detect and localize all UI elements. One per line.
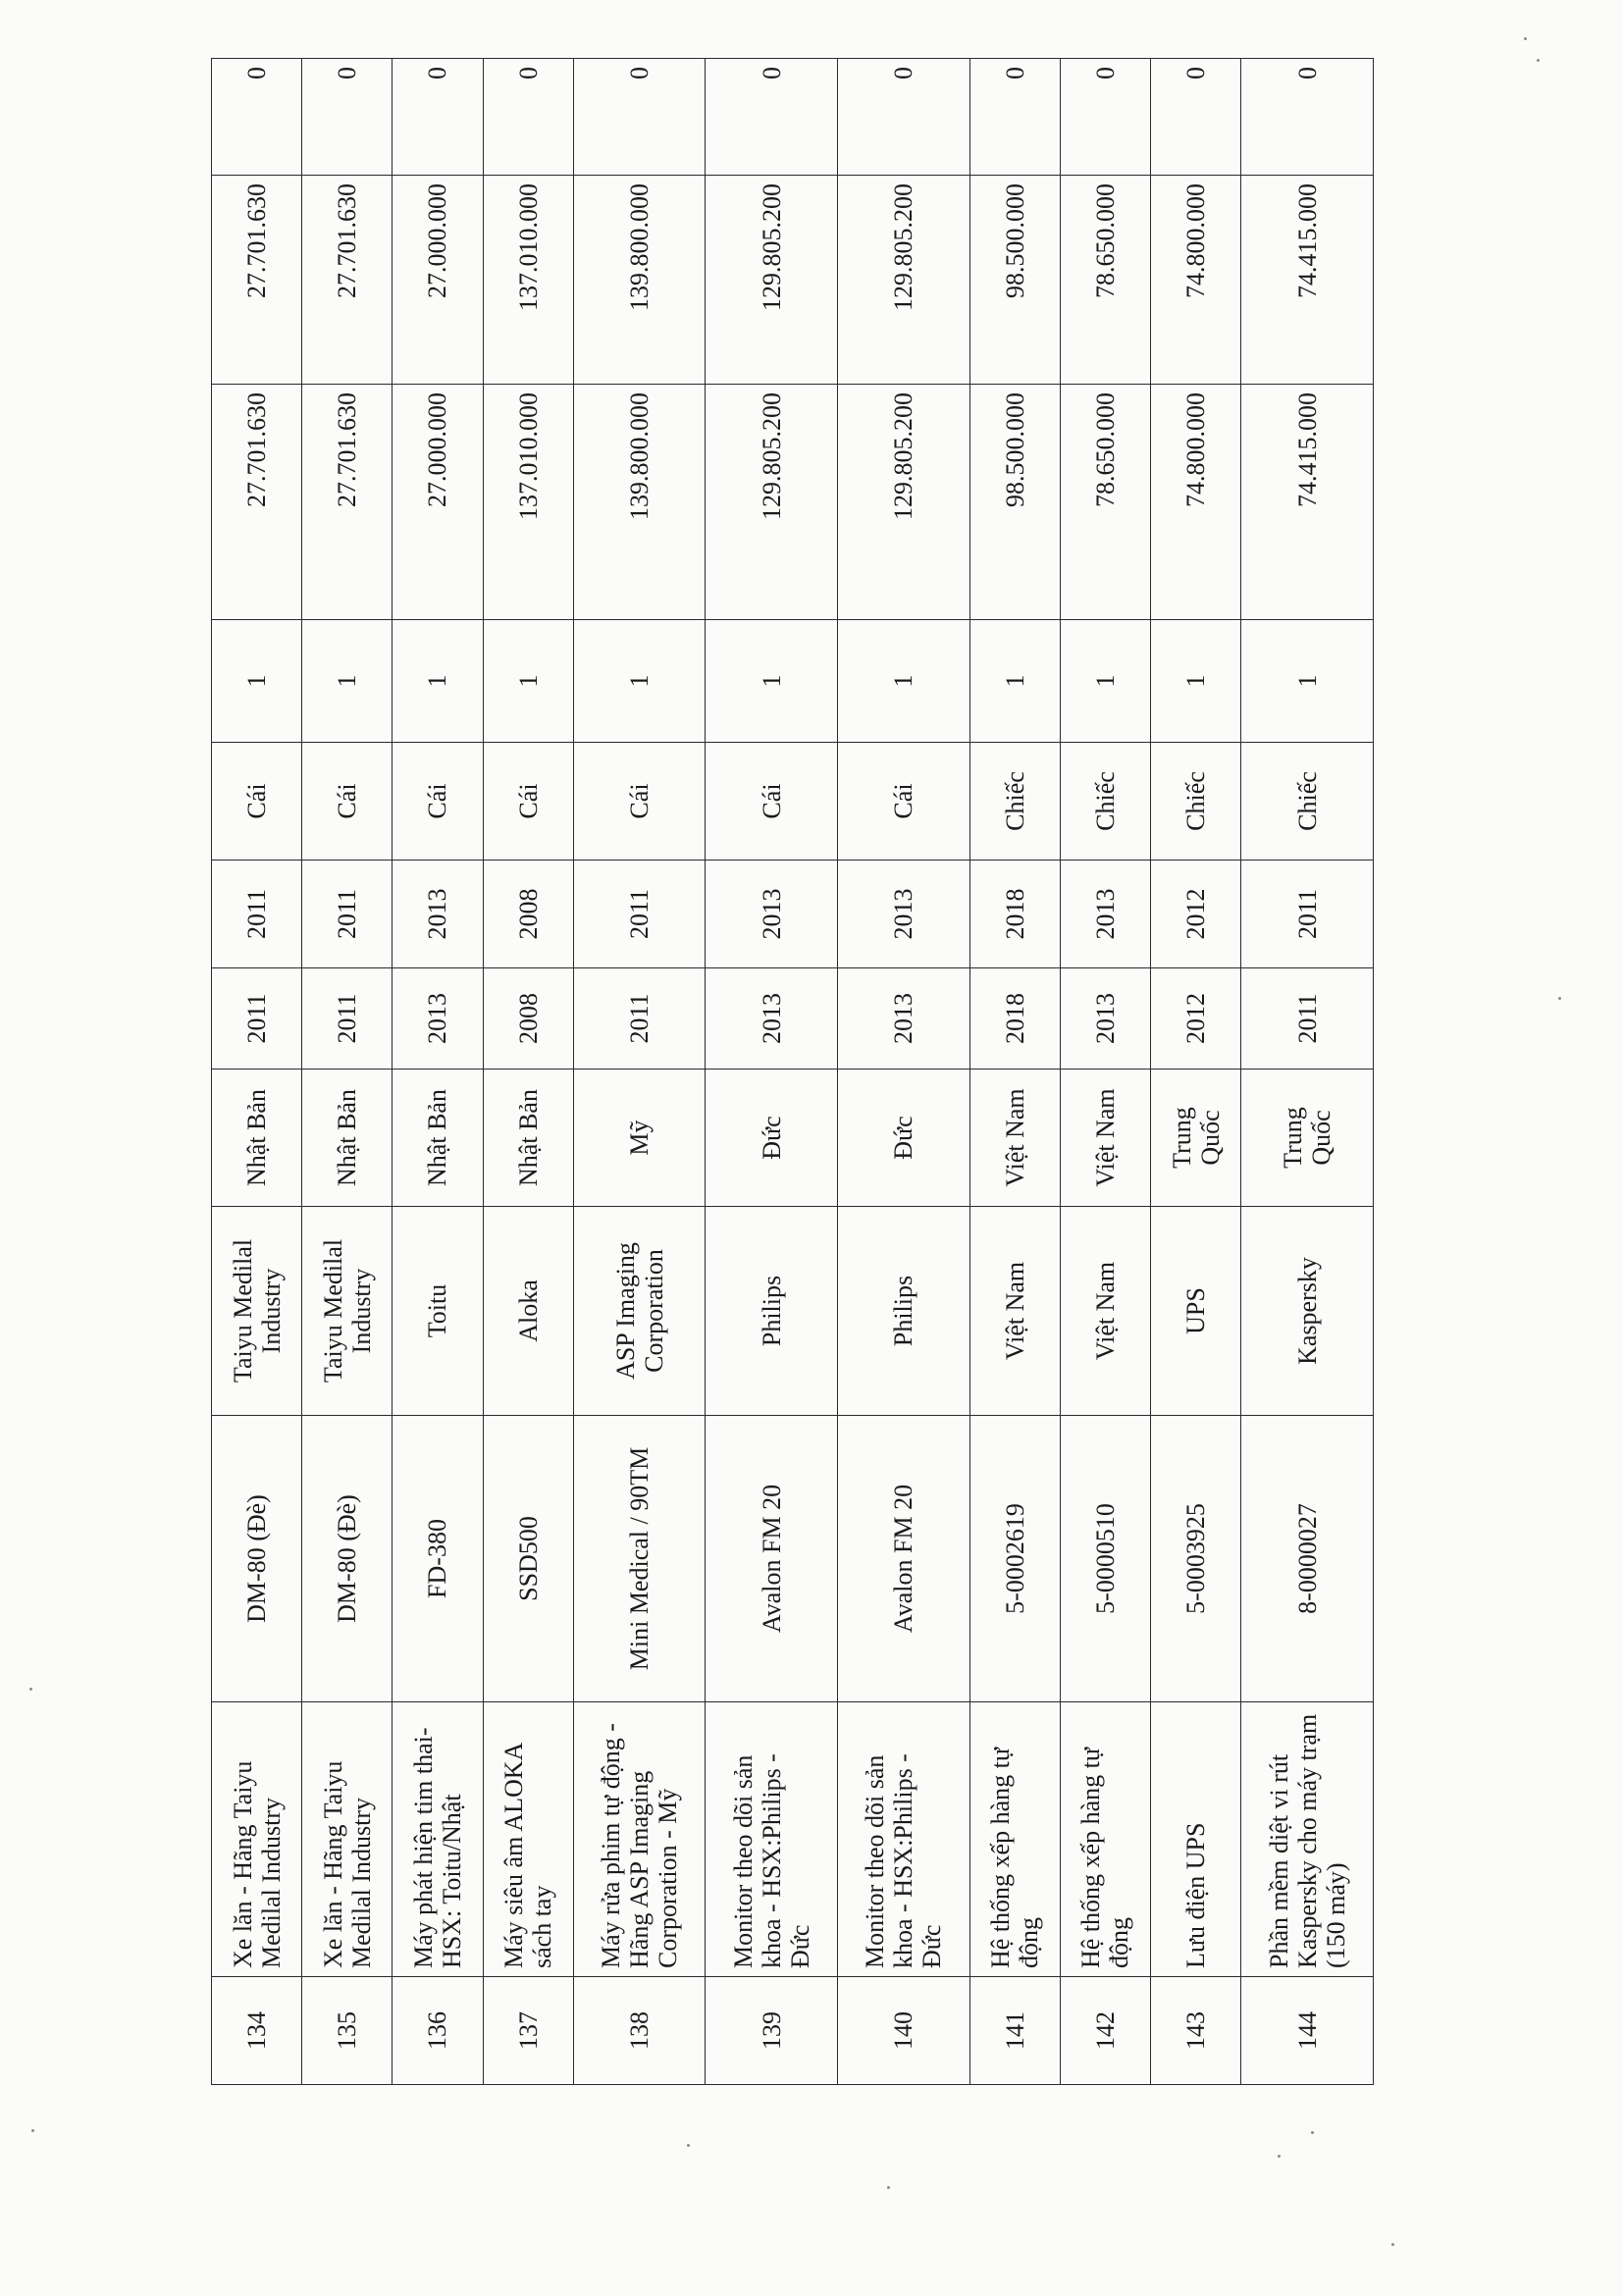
- model-code-cell: SSD500: [483, 1416, 573, 1702]
- accumulated-depreciation-cell: 129.805.200: [838, 176, 970, 385]
- original-value-cell: 27.000.000: [393, 385, 483, 620]
- remaining-value-cell: 0: [1241, 59, 1374, 176]
- year-made-cell: 2008: [483, 968, 573, 1070]
- model-code-cell: Mini Medical / 90TM: [573, 1416, 706, 1702]
- year-made-cell: 2011: [573, 968, 706, 1070]
- unit-cell: Cái: [573, 743, 706, 861]
- model-code-cell: Avalon FM 20: [838, 1416, 970, 1702]
- scan-speck: [1524, 37, 1527, 40]
- unit-cell: Chiếc: [969, 743, 1060, 861]
- remaining-value-cell: 0: [573, 59, 706, 176]
- unit-cell: Chiếc: [1060, 743, 1150, 861]
- country-cell: Việt Nam: [969, 1070, 1060, 1207]
- accumulated-depreciation-cell: 78.650.000: [1060, 176, 1150, 385]
- scan-speck: [1537, 59, 1540, 62]
- quantity-cell: 1: [212, 620, 302, 743]
- asset-name-cell: Hệ thống xếp hàng tự động: [1060, 1702, 1150, 1977]
- original-value-cell: 129.805.200: [706, 385, 838, 620]
- quantity-cell: 1: [302, 620, 393, 743]
- asset-name-cell: Lưu điện UPS: [1151, 1702, 1241, 1977]
- unit-cell: Cái: [483, 743, 573, 861]
- table-row: [212, 59, 302, 2085]
- asset-table-body: [212, 59, 1374, 2085]
- country-cell: Đức: [838, 1070, 970, 1207]
- row-number-cell: 137: [483, 1977, 573, 2085]
- year-used-cell: 2018: [969, 861, 1060, 968]
- table-row: [1151, 59, 1241, 2085]
- quantity-cell: 1: [969, 620, 1060, 743]
- year-used-cell: 2013: [1060, 861, 1150, 968]
- manufacturer-cell: Taiyu Medilal Industry: [302, 1207, 393, 1416]
- unit-cell: Cái: [393, 743, 483, 861]
- row-number-cell: 138: [573, 1977, 706, 2085]
- accumulated-depreciation-cell: 74.800.000: [1151, 176, 1241, 385]
- table-row: [969, 59, 1060, 2085]
- manufacturer-cell: UPS: [1151, 1207, 1241, 1416]
- original-value-cell: 137.010.000: [483, 385, 573, 620]
- scan-speck: [1311, 2131, 1314, 2134]
- year-made-cell: 2011: [212, 968, 302, 1070]
- unit-cell: Chiếc: [1151, 743, 1241, 861]
- asset-name-cell: Xe lăn - Hãng Taiyu Medilal Industry: [212, 1702, 302, 1977]
- remaining-value-cell: 0: [1060, 59, 1150, 176]
- country-cell: Trung Quốc: [1241, 1070, 1374, 1207]
- asset-name-cell: Xe lăn - Hãng Taiyu Medilal Industry: [302, 1702, 393, 1977]
- remaining-value-cell: 0: [1151, 59, 1241, 176]
- manufacturer-cell: Aloka: [483, 1207, 573, 1416]
- year-used-cell: 2008: [483, 861, 573, 968]
- year-made-cell: 2013: [838, 968, 970, 1070]
- year-used-cell: 2011: [212, 861, 302, 968]
- quantity-cell: 1: [1060, 620, 1150, 743]
- model-code-cell: Avalon FM 20: [706, 1416, 838, 1702]
- manufacturer-cell: Taiyu Medilal Industry: [212, 1207, 302, 1416]
- unit-cell: Cái: [212, 743, 302, 861]
- accumulated-depreciation-cell: 139.800.000: [573, 176, 706, 385]
- manufacturer-cell: ASP Imaging Corporation: [573, 1207, 706, 1416]
- country-cell: Mỹ: [573, 1070, 706, 1207]
- model-code-cell: FD-380: [393, 1416, 483, 1702]
- table-row: [706, 59, 838, 2085]
- quantity-cell: 1: [1151, 620, 1241, 743]
- quantity-cell: 1: [393, 620, 483, 743]
- remaining-value-cell: 0: [838, 59, 970, 176]
- original-value-cell: 74.415.000: [1241, 385, 1374, 620]
- quantity-cell: 1: [838, 620, 970, 743]
- remaining-value-cell: 0: [483, 59, 573, 176]
- quantity-cell: 1: [573, 620, 706, 743]
- accumulated-depreciation-cell: 137.010.000: [483, 176, 573, 385]
- quantity-cell: 1: [483, 620, 573, 743]
- remaining-value-cell: 0: [393, 59, 483, 176]
- table-row: [1060, 59, 1150, 2085]
- accumulated-depreciation-cell: 27.701.630: [212, 176, 302, 385]
- table-row: [393, 59, 483, 2085]
- country-cell: Nhật Bản: [302, 1070, 393, 1207]
- original-value-cell: 27.701.630: [302, 385, 393, 620]
- asset-name-cell: Máy rửa phim tự động - Hãng ASP Imaging Corporation - Mỹ: [573, 1702, 706, 1977]
- country-cell: Việt Nam: [1060, 1070, 1150, 1207]
- accumulated-depreciation-cell: 129.805.200: [706, 176, 838, 385]
- year-made-cell: 2013: [1060, 968, 1150, 1070]
- accumulated-depreciation-cell: 27.000.000: [393, 176, 483, 385]
- table-row: [1241, 59, 1374, 2085]
- asset-name-cell: Hệ thống xếp hàng tự động: [969, 1702, 1060, 1977]
- year-made-cell: 2011: [302, 968, 393, 1070]
- remaining-value-cell: 0: [302, 59, 393, 176]
- scan-speck: [1391, 2243, 1394, 2246]
- model-code-cell: DM-80 (Đè): [212, 1416, 302, 1702]
- year-used-cell: 2013: [838, 861, 970, 968]
- year-used-cell: 2011: [573, 861, 706, 968]
- original-value-cell: 98.500.000: [969, 385, 1060, 620]
- model-code-cell: 5-0003925: [1151, 1416, 1241, 1702]
- row-number-cell: 135: [302, 1977, 393, 2085]
- row-number-cell: 144: [1241, 1977, 1374, 2085]
- unit-cell: Cái: [838, 743, 970, 861]
- year-made-cell: 2011: [1241, 968, 1374, 1070]
- quantity-cell: 1: [706, 620, 838, 743]
- row-number-cell: 139: [706, 1977, 838, 2085]
- original-value-cell: 139.800.000: [573, 385, 706, 620]
- country-cell: Trung Quốc: [1151, 1070, 1241, 1207]
- rotated-table-wrapper: [211, 59, 1374, 2085]
- model-code-cell: 5-0000510: [1060, 1416, 1150, 1702]
- country-cell: Đức: [706, 1070, 838, 1207]
- asset-name-cell: Phần mềm diệt vi rút Kaspersky cho máy trạm (150 máy): [1241, 1702, 1374, 1977]
- original-value-cell: 74.800.000: [1151, 385, 1241, 620]
- scan-speck: [1558, 997, 1561, 1000]
- asset-name-cell: Monitor theo dõi sản khoa - HSX:Philips - Đức: [706, 1702, 838, 1977]
- model-code-cell: 5-0002619: [969, 1416, 1060, 1702]
- model-code-cell: DM-80 (Đè): [302, 1416, 393, 1702]
- remaining-value-cell: 0: [969, 59, 1060, 176]
- row-number-cell: 141: [969, 1977, 1060, 2085]
- remaining-value-cell: 0: [212, 59, 302, 176]
- country-cell: Nhật Bản: [212, 1070, 302, 1207]
- manufacturer-cell: Toitu: [393, 1207, 483, 1416]
- year-made-cell: 2012: [1151, 968, 1241, 1070]
- manufacturer-cell: Việt Nam: [969, 1207, 1060, 1416]
- table-row: [302, 59, 393, 2085]
- year-used-cell: 2012: [1151, 861, 1241, 968]
- asset-name-cell: Máy siêu âm ALOKA sách tay: [483, 1702, 573, 1977]
- manufacturer-cell: Kaspersky: [1241, 1207, 1374, 1416]
- table-row: [838, 59, 970, 2085]
- remaining-value-cell: 0: [706, 59, 838, 176]
- table-row: [483, 59, 573, 2085]
- accumulated-depreciation-cell: 27.701.630: [302, 176, 393, 385]
- country-cell: Nhật Bản: [483, 1070, 573, 1207]
- row-number-cell: 136: [393, 1977, 483, 2085]
- scan-speck: [1278, 2155, 1281, 2158]
- country-cell: Nhật Bản: [393, 1070, 483, 1207]
- row-number-cell: 143: [1151, 1977, 1241, 2085]
- unit-cell: Cái: [706, 743, 838, 861]
- original-value-cell: 78.650.000: [1060, 385, 1150, 620]
- quantity-cell: 1: [1241, 620, 1374, 743]
- manufacturer-cell: Philips: [838, 1207, 970, 1416]
- asset-table: [211, 58, 1374, 2085]
- year-used-cell: 2011: [1241, 861, 1374, 968]
- year-used-cell: 2013: [706, 861, 838, 968]
- accumulated-depreciation-cell: 74.415.000: [1241, 176, 1374, 385]
- year-used-cell: 2013: [393, 861, 483, 968]
- row-number-cell: 134: [212, 1977, 302, 2085]
- scan-speck: [31, 2129, 34, 2132]
- model-code-cell: 8-0000027: [1241, 1416, 1374, 1702]
- scan-speck: [687, 2144, 690, 2147]
- original-value-cell: 27.701.630: [212, 385, 302, 620]
- asset-name-cell: Monitor theo dõi sản khoa - HSX:Philips - Đức: [838, 1702, 970, 1977]
- asset-name-cell: Máy phát hiện tim thai-HSX: Toitu/Nhật: [393, 1702, 483, 1977]
- year-made-cell: 2018: [969, 968, 1060, 1070]
- year-used-cell: 2011: [302, 861, 393, 968]
- unit-cell: Cái: [302, 743, 393, 861]
- table-row: [573, 59, 706, 2085]
- manufacturer-cell: Philips: [706, 1207, 838, 1416]
- manufacturer-cell: Việt Nam: [1060, 1207, 1150, 1416]
- original-value-cell: 129.805.200: [838, 385, 970, 620]
- unit-cell: Chiếc: [1241, 743, 1374, 861]
- scan-speck: [887, 2186, 890, 2189]
- year-made-cell: 2013: [393, 968, 483, 1070]
- scan-speck: [29, 1688, 32, 1691]
- year-made-cell: 2013: [706, 968, 838, 1070]
- row-number-cell: 140: [838, 1977, 970, 2085]
- row-number-cell: 142: [1060, 1977, 1150, 2085]
- accumulated-depreciation-cell: 98.500.000: [969, 176, 1060, 385]
